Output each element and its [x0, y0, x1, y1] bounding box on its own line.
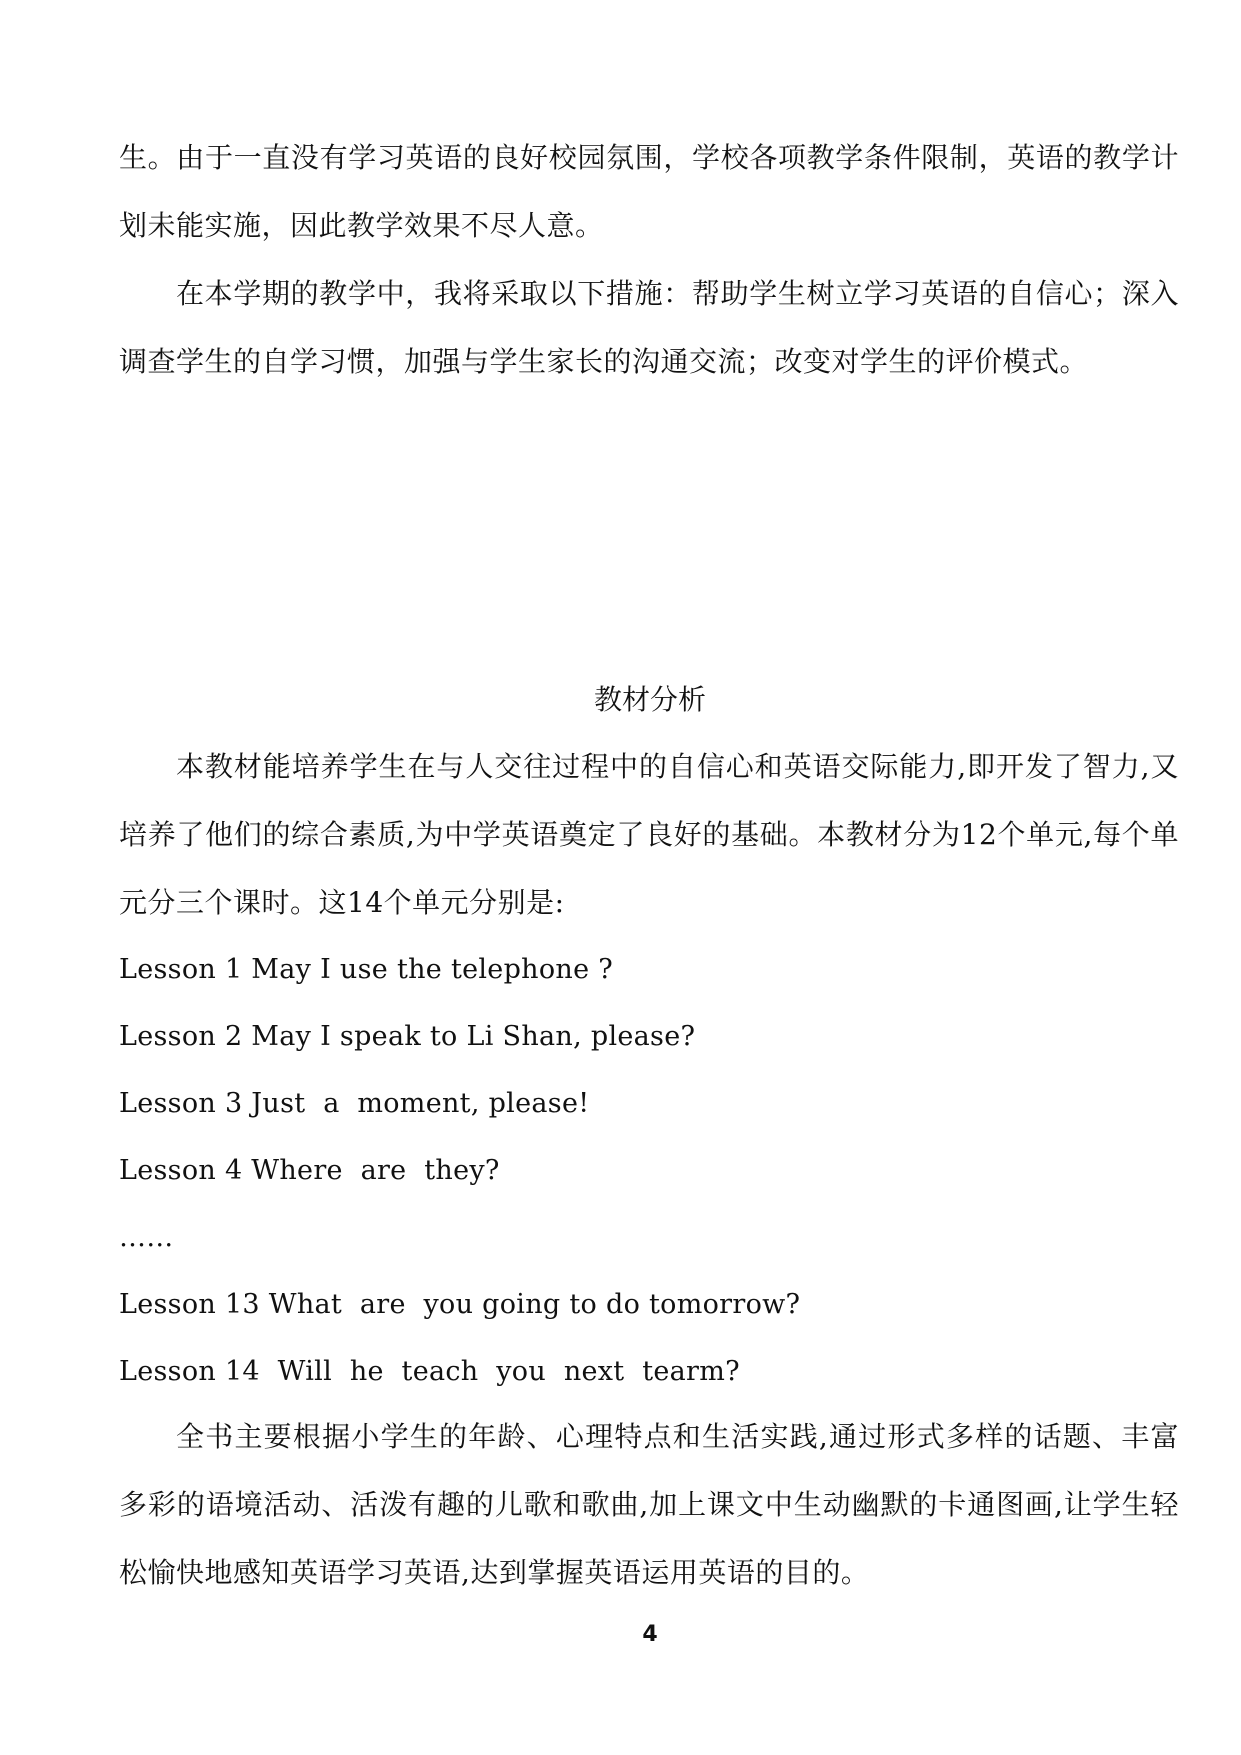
- page-number: 4: [642, 1622, 658, 1647]
- lesson-item: Lesson 1 May I use the telephone ?: [119, 954, 614, 985]
- lesson-item: Lesson 13 What are you going to do tomorrow?: [119, 1289, 801, 1320]
- paragraph-measures: 在本学期的教学中，我将采取以下措施：帮助学生树立学习英语的自信心；深入调查学生的自学习惯，加强与学生家长的沟通交流；改变对学生的评价模式。: [119, 277, 1179, 378]
- lesson-item: Lesson 3 Just a moment, please!: [119, 1088, 590, 1119]
- paragraph-book-summary: 全书主要根据小学生的年龄、心理特点和生活实践,通过形式多样的话题、丰富多彩的语境活动、活泼有趣的儿歌和歌曲,加上课文中生动幽默的卡通图画,让学生轻松愉快地感知英语学习英语,达到掌握英语运用英语的目的。: [119, 1420, 1179, 1589]
- lesson-item: Lesson 14 Will he teach you next tearm?: [119, 1356, 740, 1387]
- lesson-item: Lesson 2 May I speak to Li Shan, please?: [119, 1021, 696, 1052]
- section-heading: 教材分析: [593, 683, 706, 716]
- paragraph-intro-continued: 生。由于一直没有学习英语的良好校园氛围，学校各项教学条件限制，英语的教学计划未能实施，因此教学效果不尽人意。: [119, 141, 1179, 242]
- lesson-item: Lesson 4 Where are they?: [119, 1155, 500, 1186]
- paragraph-textbook-analysis: 本教材能培养学生在与人交往过程中的自信心和英语交际能力,即开发了智力,又培养了他们的综合素质,为中学英语奠定了良好的基础。本教材分为12个单元,每个单元分三个课时。这14个单元分别是:: [119, 750, 1179, 919]
- lesson-ellipsis: ……: [119, 1222, 174, 1253]
